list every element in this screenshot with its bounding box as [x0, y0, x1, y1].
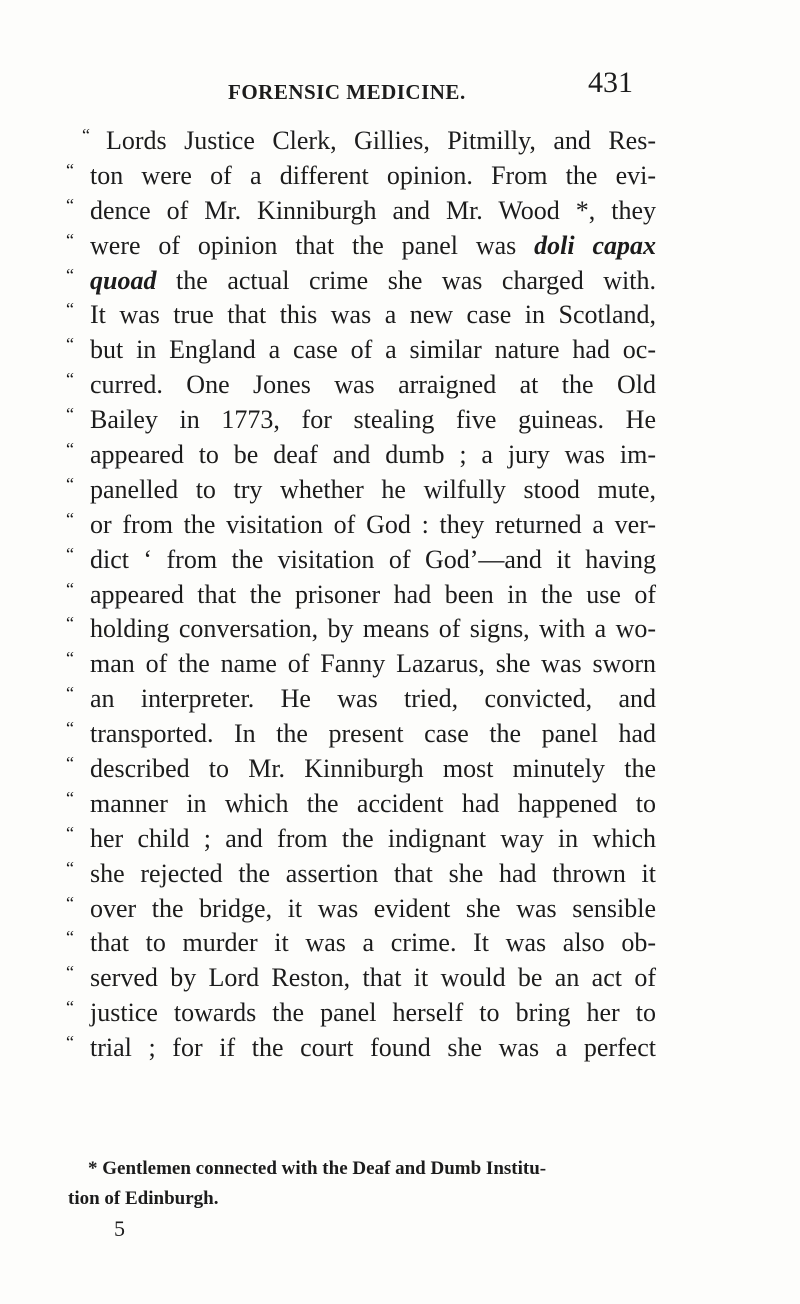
body-text	[66, 126, 656, 1068]
italic-phrase: quoad	[90, 265, 157, 295]
text-line: “ curred. One Jones was arraigned at the Old	[66, 369, 656, 400]
text-line: “ appeared that the prisoner had been in the use of	[66, 578, 656, 609]
text-line: “ an interpreter. He was tried, convicted, and	[66, 683, 656, 714]
text-line: “ Bailey in 1773, for stealing five guineas. He	[66, 404, 656, 435]
page-number: 431	[588, 66, 633, 99]
text-line: “ holding conversation, by means of signs, with a wo-	[66, 613, 656, 644]
text-line: “ or from the visitation of God : they returned a ver-	[66, 508, 656, 539]
text-line: “ trial ; for if the court found she was a perfect	[66, 1032, 656, 1063]
text-line: “ but in England a case of a similar nature had oc-	[66, 334, 656, 365]
text-line: “ justice towards the panel herself to bring her to	[66, 997, 656, 1028]
footnote-line: * Gentlemen connected with the Deaf and Dumb Institu-	[88, 1158, 547, 1179]
text-line: “ Lords Justice Clerk, Gillies, Pitmilly, and Res-	[82, 125, 656, 155]
footnote-line: tion of Edinburgh.	[68, 1188, 219, 1209]
text-line: “ dict ‘ from the visitation of God’—and it having	[66, 543, 656, 574]
text-line: “ dence of Mr. Kinniburgh and Mr. Wood *, they	[66, 194, 656, 225]
text-line: “ served by Lord Reston, that it would be an act of	[66, 962, 656, 993]
running-title: FORENSIC MEDICINE.	[228, 80, 466, 104]
text-line: “ over the bridge, it was evident she was sensible	[66, 892, 656, 923]
text-line: “ her child ; and from the indignant way in which	[66, 822, 656, 853]
signature-mark: 5	[114, 1216, 125, 1241]
text-line: “ man of the name of Fanny Lazarus, she was sworn	[66, 648, 656, 679]
text-line: “ she rejected the assertion that she had thrown it	[66, 857, 656, 888]
text-line: “ were of opinion that the panel was doli capax	[66, 229, 657, 260]
text-line: “ described to Mr. Kinniburgh most minutely the	[66, 753, 656, 784]
footnote	[68, 1154, 658, 1214]
text-line: “ ton were of a different opinion. From the evi-	[66, 159, 656, 190]
text-line: “ quoad the actual crime she was charged with.	[66, 264, 656, 295]
text-line: “ panelled to try whether he wilfully stood mute,	[66, 473, 656, 504]
italic-phrase: doli capax	[534, 230, 657, 260]
text-line: “ appeared to be deaf and dumb ; a jury was im-	[66, 439, 656, 470]
text-line: “ that to murder it was a crime. It was also ob-	[66, 927, 656, 958]
text-line: “ manner in which the accident had happened to	[66, 787, 656, 818]
text-line: “ transported. In the present case the panel had	[66, 718, 656, 749]
text-line: “ It was true that this was a new case in Scotland,	[66, 299, 656, 330]
